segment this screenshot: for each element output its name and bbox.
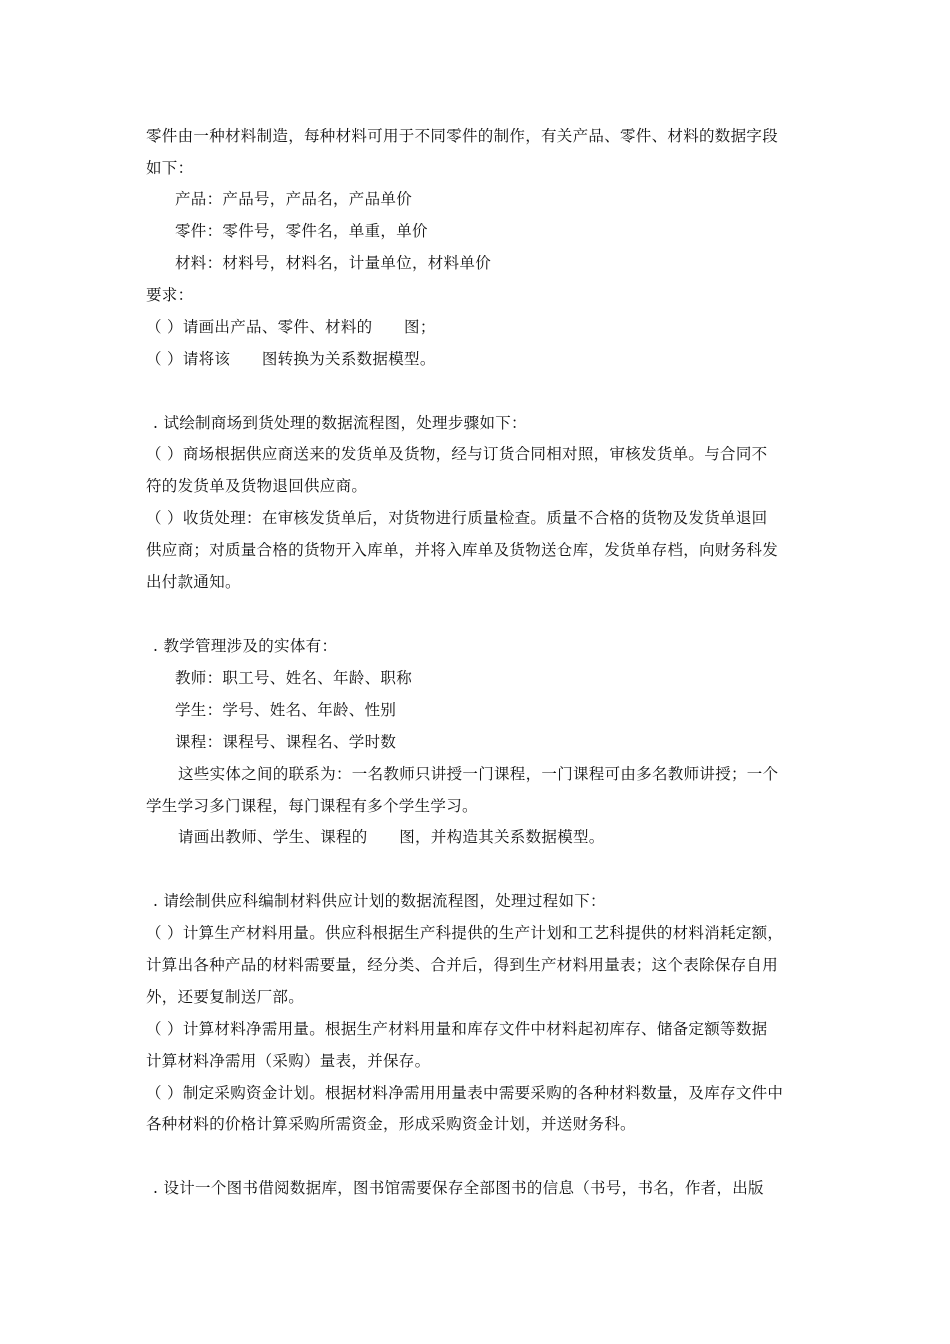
paragraph-line: 计算材料净需用（采购）量表，并保存。	[146, 1052, 431, 1070]
field-list-product: 产品：产品号，产品名，产品单价	[175, 190, 413, 208]
paragraph-line: 出付款通知。	[146, 573, 241, 591]
step-item: （ ）制定采购资金计划。根据材料净需用用量表中需要采购的各种材料数量，及库存文件中	[146, 1084, 784, 1102]
field-list-part: 零件：零件号，零件名，单重，单价	[175, 222, 428, 240]
requirements-heading: 要求：	[146, 286, 194, 304]
requirement-item: （ ）请将该 图转换为关系数据模型。	[146, 350, 436, 368]
paragraph-line: 供应商；对质量合格的货物开入库单，并将入库单及货物送仓库，发货单存档，向财务科发	[146, 541, 779, 559]
paragraph-line: 符的发货单及货物退回供应商。	[146, 477, 368, 495]
paragraph-line: 外，还要复制送厂部。	[146, 988, 305, 1006]
paragraph-line: 如下：	[146, 159, 194, 177]
question-heading: . 试绘制商场到货处理的数据流程图，处理步骤如下：	[153, 414, 527, 432]
step-item: （ ）计算生产材料用量。供应科根据生产科提供的生产计划和工艺科提供的材料消耗定额，	[146, 924, 784, 942]
step-item: （ ）收货处理：在审核发货单后，对货物进行质量检查。质量不合格的货物及发货单退回	[146, 509, 768, 527]
paragraph-line: 零件由一种材料制造，每种材料可用于不同零件的制作，有关产品、零件、材料的数据字段	[146, 127, 779, 145]
entity-student: 学生：学号、姓名、年龄、性别	[175, 701, 397, 719]
question-heading: . 教学管理涉及的实体有：	[153, 637, 338, 655]
entity-teacher: 教师：职工号、姓名、年龄、职称	[175, 669, 413, 687]
paragraph-line: 这些实体之间的联系为：一名教师只讲授一门课程，一门课程可由多名教师讲授；一个	[178, 765, 779, 783]
paragraph-line: 各种材料的价格计算采购所需资金，形成采购资金计划，并送财务科。	[146, 1115, 636, 1133]
question-heading: . 请绘制供应科编制材料供应计划的数据流程图，处理过程如下：	[153, 892, 606, 910]
requirement-item: （ ）请画出产品、零件、材料的 图；	[146, 318, 436, 336]
field-list-material: 材料：材料号，材料名，计量单位，材料单价	[175, 254, 492, 272]
question-heading: . 设计一个图书借阅数据库，图书馆需要保存全部图书的信息（书号，书名，作者，出版	[153, 1179, 764, 1197]
paragraph-line: 请画出教师、学生、课程的 图，并构造其关系数据模型。	[178, 828, 605, 846]
paragraph-line: 学生学习多门课程，每门课程有多个学生学习。	[146, 797, 478, 815]
step-item: （ ）商场根据供应商送来的发货单及货物，经与订货合同相对照，审核发货单。与合同不	[146, 445, 768, 463]
step-item: （ ）计算材料净需用量。根据生产材料用量和库存文件中材料起初库存、储备定额等数据	[146, 1020, 768, 1038]
entity-course: 课程：课程号、课程名、学时数	[175, 733, 397, 751]
paragraph-line: 计算出各种产品的材料需要量，经分类、合并后，得到生产材料用量表；这个表除保存自用	[146, 956, 779, 974]
